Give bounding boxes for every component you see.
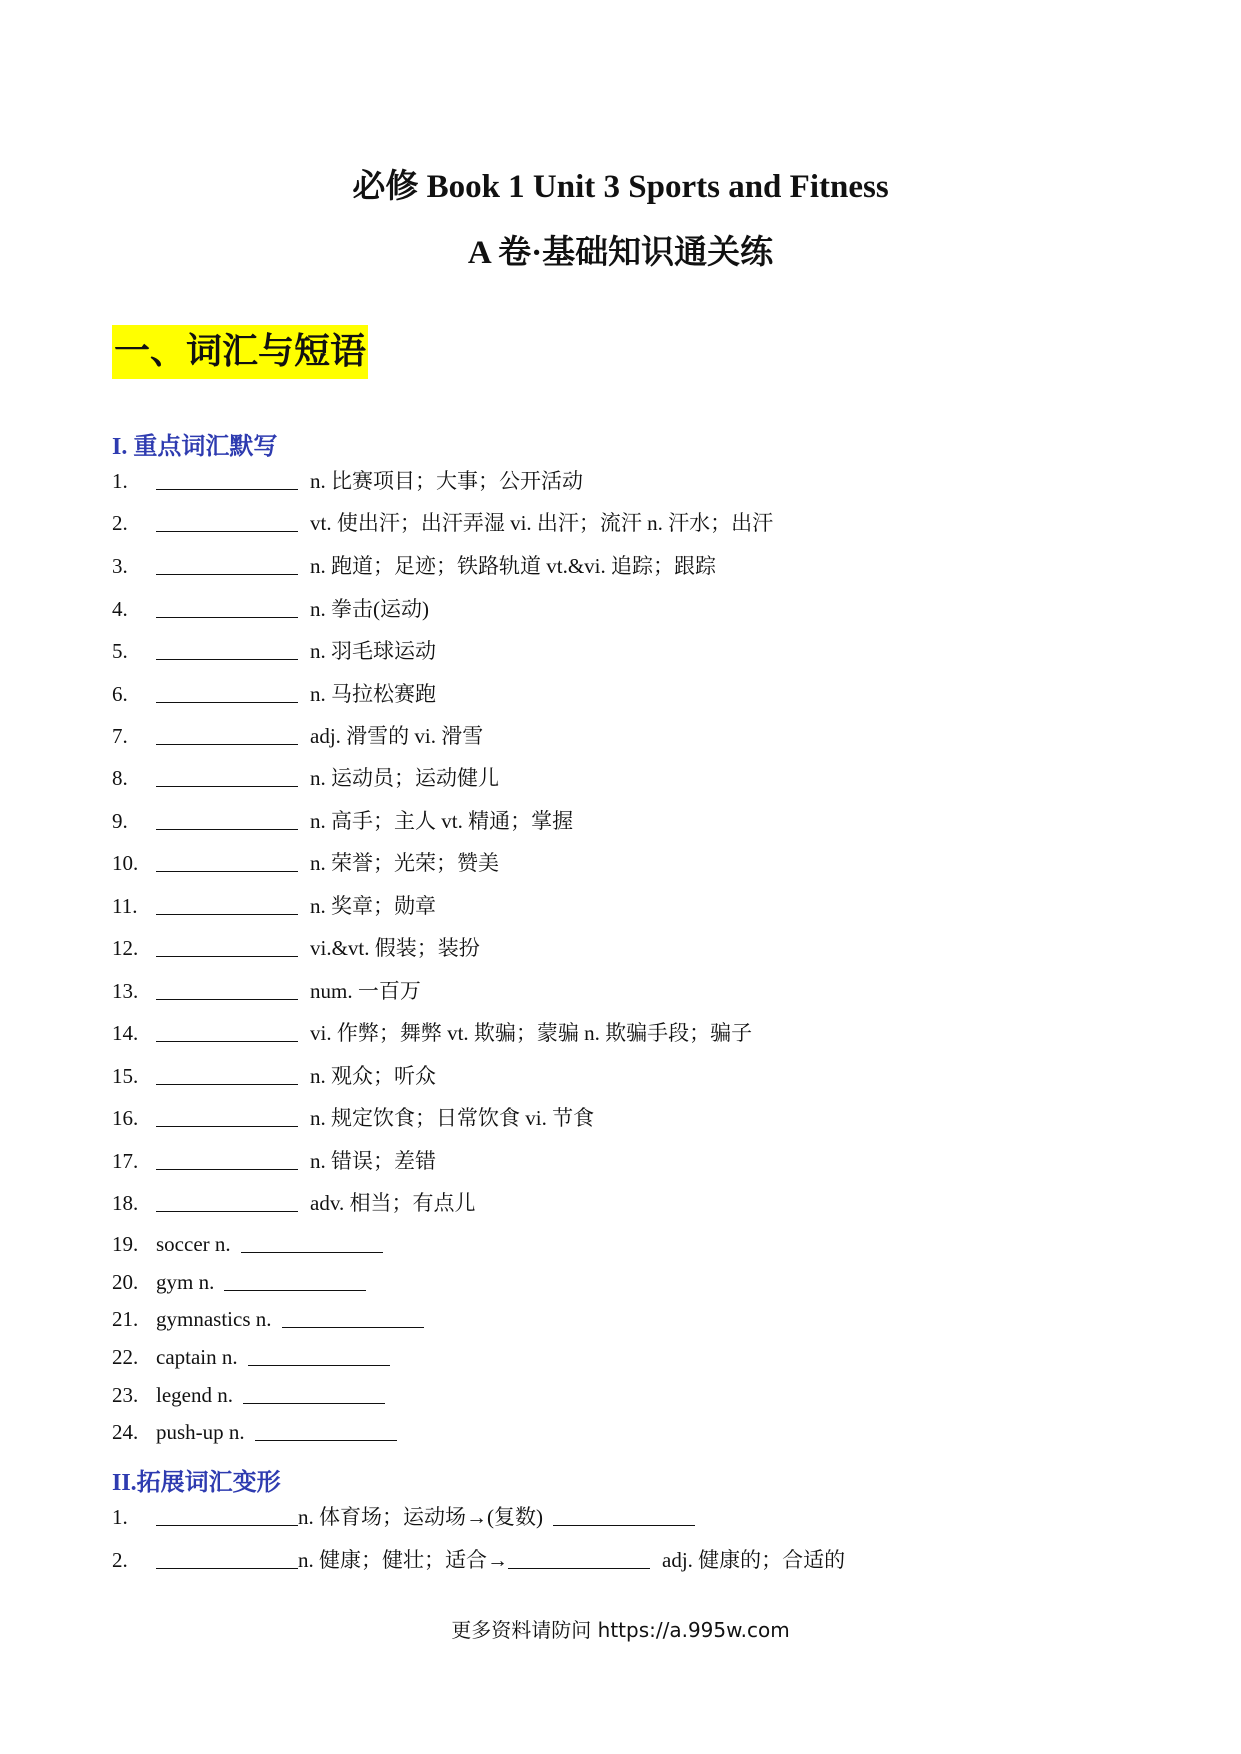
item-number: 13. [112,979,139,1003]
list-item [112,1267,366,1297]
document-title: 必修 Book 1 Unit 3 Sports and Fitness [352,169,889,205]
item-number: 4. [112,597,128,621]
item-word: gymnastics n. [156,1307,272,1331]
item-number: 9. [112,809,128,833]
item-number: 7. [112,724,128,748]
answer-blank[interactable] [156,1503,298,1526]
item-definition: num. 一百万 [310,979,421,1003]
footer-link[interactable]: 更多资料请防问 https://a.995w.com [451,1618,790,1642]
item-word: gym n. [156,1270,215,1294]
item-definition: vt. 使出汗；出汗弄湿 vi. 出汗；流汗 n. 汗水；出汗 [310,511,774,535]
list-item [112,1342,390,1372]
answer-blank[interactable] [156,1147,298,1170]
answer-blank[interactable] [156,1062,298,1085]
answer-blank[interactable] [243,1381,385,1404]
item-definition: adv. 相当；有点儿 [310,1191,476,1215]
item-number: 16. [112,1106,139,1130]
item-number: 14. [112,1021,139,1045]
list-item [112,1229,383,1259]
answer-blank[interactable] [553,1503,695,1526]
part2-heading: II.拓展词汇变形 [112,1470,281,1496]
item-number: 18. [112,1191,139,1215]
answer-blank[interactable] [156,509,298,532]
item-number: 19. [112,1232,139,1256]
item-number: 17. [112,1149,139,1173]
item-number: 2. [112,511,128,535]
list-item [112,891,436,921]
answer-blank[interactable] [241,1230,383,1253]
list-item [112,1188,475,1218]
list-item [112,763,499,793]
list-item [112,1380,385,1410]
item-definition: n. 羽毛球运动 [310,639,436,663]
item-word: push-up n. [156,1420,245,1444]
item-definition: n. 奖章；勋章 [310,894,436,918]
answer-blank[interactable] [156,722,298,745]
list-item [112,1103,594,1133]
answer-blank[interactable] [156,977,298,1000]
item-number: 12. [112,936,139,960]
list-item [112,1417,397,1447]
item-number: 11. [112,894,138,918]
item-number: 1. [112,469,128,493]
item-number: 8. [112,766,128,790]
item-word: legend n. [156,1383,233,1407]
item-definition: n. 马拉松赛跑 [310,682,436,706]
item-number: 22. [112,1345,139,1369]
item-definition: n. 规定饮食；日常饮食 vi. 节食 [310,1106,595,1130]
item-definition: n. 荣誉；光荣；赞美 [310,851,499,875]
item-definition: n. 拳击(运动) [310,597,429,621]
answer-blank[interactable] [248,1343,390,1366]
item-number: 23. [112,1383,139,1407]
item-word: captain n. [156,1345,238,1369]
answer-blank[interactable] [156,934,298,957]
list-item [112,848,499,878]
item-word: soccer n. [156,1232,231,1256]
answer-blank[interactable] [156,849,298,872]
answer-blank[interactable] [508,1546,650,1569]
list-item [112,976,421,1006]
answer-blank[interactable] [156,637,298,660]
item-definition: n. 健康；健壮；适合→ [298,1548,508,1572]
list-item [112,508,773,538]
answer-blank[interactable] [224,1268,366,1291]
item-definition: n. 高手；主人 vt. 精通；掌握 [310,809,574,833]
item-definition: n. 错误；差错 [310,1149,436,1173]
list-item [112,933,480,963]
list-item [112,1018,752,1048]
item-number: 15. [112,1064,139,1088]
item-number: 1. [112,1505,128,1529]
item-number: 24. [112,1420,139,1444]
answer-blank[interactable] [156,680,298,703]
list-item [112,466,583,496]
answer-blank[interactable] [282,1305,424,1328]
document-subtitle: A 卷·基础知识通关练 [467,235,774,271]
answer-blank[interactable] [156,1546,298,1569]
list-item [112,679,436,709]
list-item [112,1304,424,1334]
section-heading-vocabulary: 一、词汇与短语 [112,325,368,379]
item-definition: vi.&vt. 假装；装扮 [310,936,480,960]
answer-blank[interactable] [156,807,298,830]
item-definition: vi. 作弊；舞弊 vt. 欺骗；蒙骗 n. 欺骗手段；骗子 [310,1021,753,1045]
item-number: 5. [112,639,128,663]
list-item [112,551,716,581]
item-definition: n. 运动员；运动健儿 [310,766,499,790]
list-item [112,1545,845,1575]
item-number: 20. [112,1270,139,1294]
list-item [112,636,436,666]
item-definition: n. 比赛项目；大事；公开活动 [310,469,583,493]
item-number: 3. [112,554,128,578]
answer-blank[interactable] [156,467,298,490]
part1-heading: I. 重点词汇默写 [112,434,278,460]
item-definition: n. 体育场；运动场→(复数) [298,1505,543,1529]
list-item [112,1502,705,1532]
answer-blank[interactable] [156,1104,298,1127]
item-number: 10. [112,851,139,875]
answer-blank[interactable] [156,595,298,618]
answer-blank[interactable] [156,1019,298,1042]
item-number: 2. [112,1548,128,1572]
item-definition: n. 跑道；足迹；铁路轨道 vt.&vi. 追踪；跟踪 [310,554,717,578]
list-item [112,594,429,624]
item-definition: n. 观众；听众 [310,1064,436,1088]
answer-blank[interactable] [156,764,298,787]
list-item [112,1061,436,1091]
list-item [112,806,573,836]
list-item [112,721,483,751]
answer-blank[interactable] [156,552,298,575]
item-definition-2: adj. 健康的；合适的 [662,1548,846,1572]
answer-blank[interactable] [156,892,298,915]
list-item [112,1146,436,1176]
item-definition: adj. 滑雪的 vi. 滑雪 [310,724,484,748]
answer-blank[interactable] [255,1418,397,1441]
item-number: 6. [112,682,128,706]
answer-blank[interactable] [156,1189,298,1212]
item-number: 21. [112,1307,139,1331]
